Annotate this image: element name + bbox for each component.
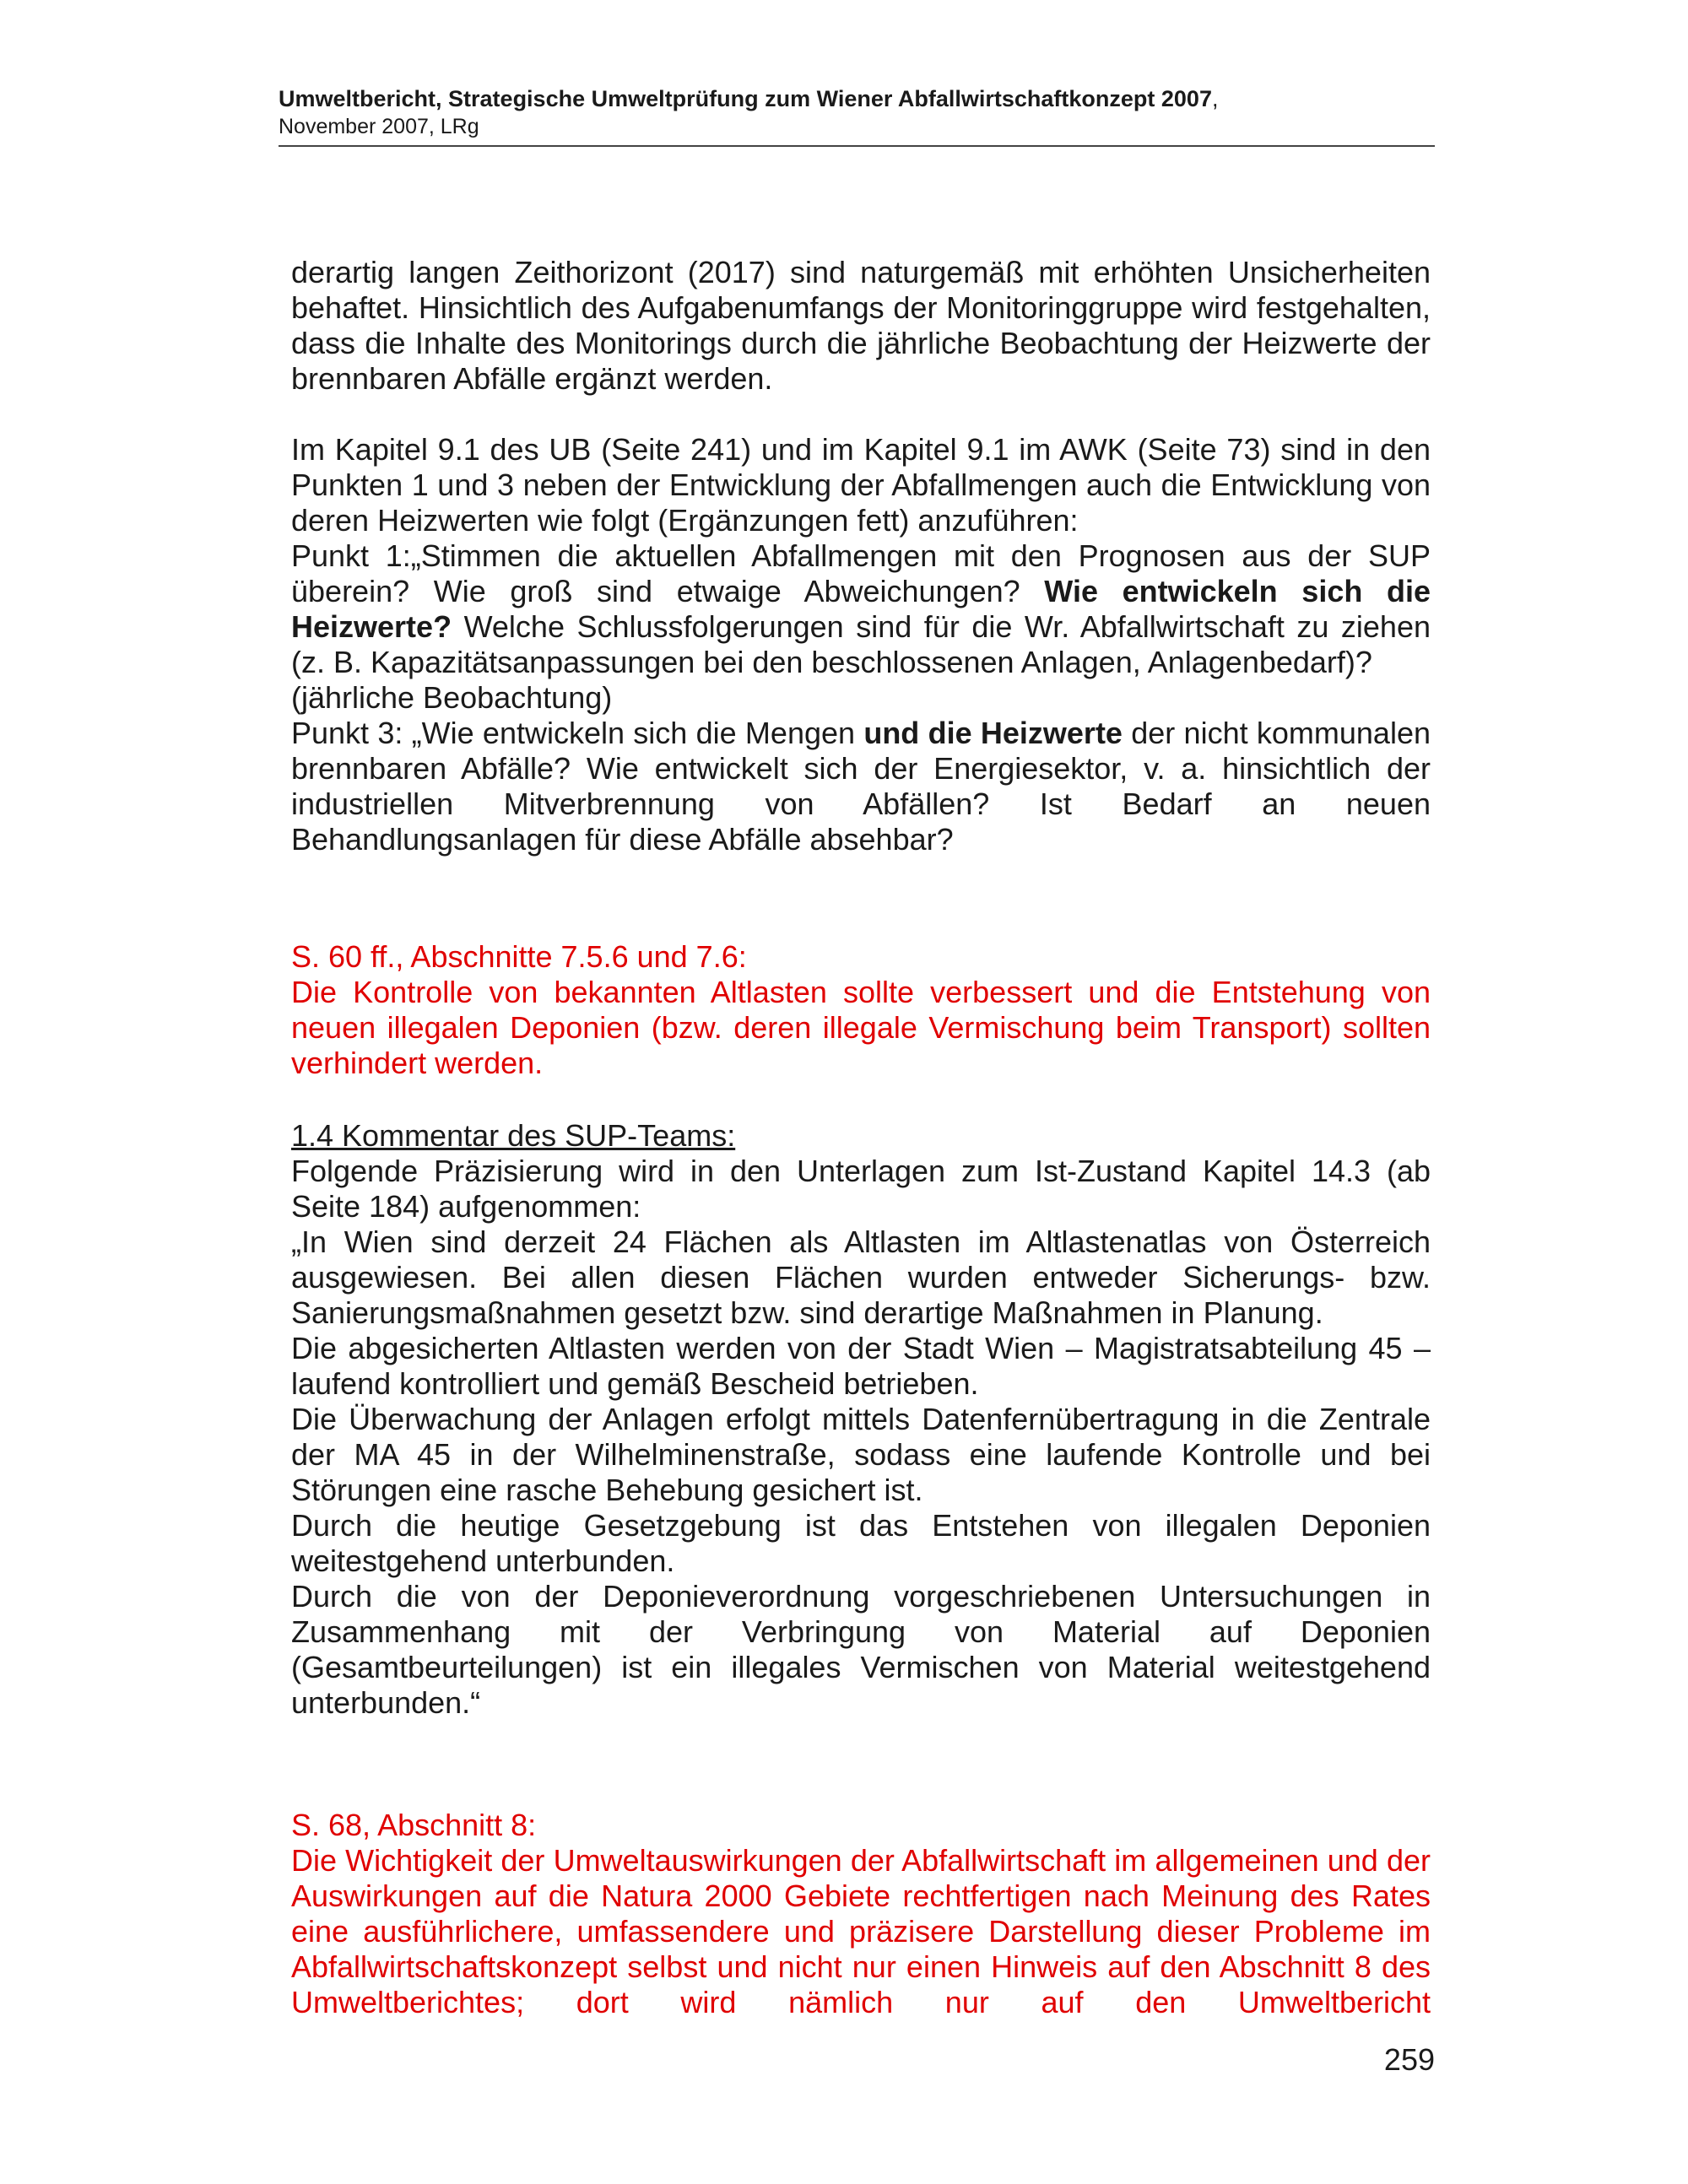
header-title: Umweltbericht, Strategische Umweltprüfung zum Wiener Abfallwirtschaftkonzept 2007, <box>279 86 1219 111</box>
comment-paragraph: „In Wien sind derzeit 24 Flächen als Altlasten im Altlastenatlas von Österreich ausgewiesen. Bei allen diesen Flächen wurden entweder Sicherungs- bzw. Sanierungsmaßnahmen gesetzt bzw. sind derartige Maßnahmen in Planung. <box>291 1224 1431 1330</box>
paragraph-continuation: derartig langen Zeithorizont (2017) sind naturgemäß mit erhöhten Unsicherheiten behaftet. Hinsichtlich des Aufgabenumfangs der Monitoringgruppe wird festgehalten, dass die Inhalte des Monitorings durch die jährliche Beobachtung der Heizwerte der brennbaren Abfälle ergänzt werden. <box>291 255 1431 396</box>
paragraph-punkt3: Punkt 3: „Wie entwickeln sich die Mengen und die Heizwerte der nicht kommunalen brennbaren Abfälle? Wie entwickelt sich der Energiesektor, v. a. hinsichtlich der industriellen Mitverbrennung von Abfällen? Ist Bedarf an neuen Behandlungsanlagen für diese Abfälle absehbar? <box>291 716 1431 857</box>
comment-paragraph: Durch die von der Deponieverordnung vorgeschriebenen Untersuchungen in Zusammenhang mit der Verbringung von Material auf Deponien (Gesamtbeurteilungen) ist ein illegales Vermischen von Material weitestgehend unterbunden.“ <box>291 1579 1431 1720</box>
header-title-comma: , <box>1211 86 1219 111</box>
body-block-monitoring <box>291 255 1431 397</box>
comment-heading: 1.4 Kommentar des SUP-Teams: <box>291 1118 736 1153</box>
punkt3-bold: und die Heizwerte <box>863 716 1123 750</box>
section-abschnitt8-heading: S. 68, Abschnitt 8: <box>291 1808 537 1842</box>
paragraph-punkt1-note: (jährliche Beobachtung) <box>291 680 613 715</box>
comment-paragraph: Die Überwachung der Anlagen erfolgt mittels Datenfernübertragung in die Zentrale der MA 45 in der Wilhelminenstraße, sodass eine laufende Kontrolle und bei Störungen eine rasche Behebung gesichert ist. <box>291 1402 1431 1507</box>
header-subtitle: November 2007, LRg <box>279 115 479 138</box>
section-altlasten-heading: S. 60 ff., Abschnitte 7.5.6 und 7.6: <box>291 939 747 974</box>
comment-paragraph: Die abgesicherten Altlasten werden von der Stadt Wien – Magistratsabteilung 45 – laufend kontrolliert und gemäß Bescheid betrieben. <box>291 1331 1431 1401</box>
comment-paragraph: Durch die heutige Gesetzgebung ist das Entstehen von illegalen Deponien weitestgehend unterbunden. <box>291 1508 1431 1578</box>
header-divider <box>279 145 1435 147</box>
body-block-kapitel <box>291 432 1431 857</box>
page-number: 259 <box>1383 2042 1435 2077</box>
section-altlasten-text: Die Kontrolle von bekannten Altlasten sollte verbessert und die Entstehung von neuen illegalen Deponien (bzw. deren illegale Vermischung beim Transport) sollten verhindert werden. <box>291 975 1431 1080</box>
paragraph-punkt1: Punkt 1:„Stimmen die aktuellen Abfallmengen mit den Prognosen aus der SUP überein? Wie groß sind etwaige Abweichungen? Wie entwickeln sich die Heizwerte? Welche Schlussfolgerungen sind für die Wr. Abfallwirtschaft zu ziehen (z. B. Kapazitätsanpassungen bei den beschlossenen Anlagen, Anlagenbedarf)? <box>291 538 1431 679</box>
comment-block <box>291 1118 1431 1721</box>
paragraph-kapitel: Im Kapitel 9.1 des UB (Seite 241) und im Kapitel 9.1 im AWK (Seite 73) sind in den Punkten 1 und 3 neben der Entwicklung der Abfallmengen auch die Entwicklung von deren Heizwerten wie folgt (Ergänzungen fett) anzuführen: <box>291 432 1431 538</box>
section-abschnitt8 <box>291 1808 1431 2020</box>
section-altlasten <box>291 939 1431 1081</box>
page-header <box>279 84 1435 140</box>
punkt1-bold: Wie entwickeln sich die Heizwerte? <box>291 574 1431 644</box>
section-abschnitt8-text: Die Wichtigkeit der Umweltauswirkungen der Abfallwirtschaft im allgemeinen und der Auswirkungen auf die Natura 2000 Gebiete rechtfertigen nach Meinung des Rates eine ausführlichere, umfassendere und präzisere Darstellung dieser Probleme im Abfallwirtschaftskonzept selbst und nicht nur einen Hinweis auf den Abschnitt 8 des Umweltberichtes; dort wird nämlich nur auf den Umweltbericht <box>291 1843 1431 2019</box>
comment-paragraph: Folgende Präzisierung wird in den Unterlagen zum Ist-Zustand Kapitel 14.3 (ab Seite 184) aufgenommen: <box>291 1154 1431 1224</box>
